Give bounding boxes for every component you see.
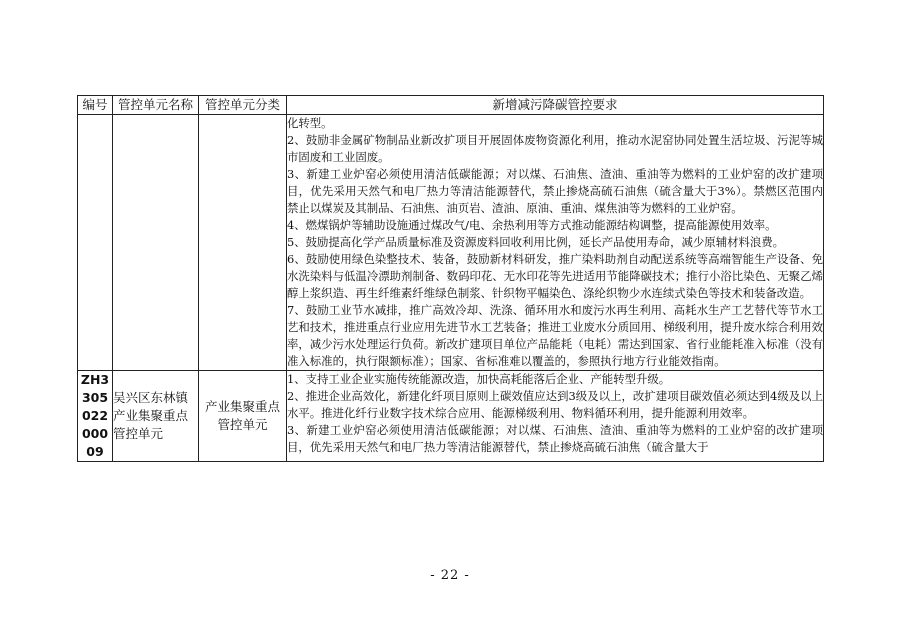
requirement-item: 1、支持工业企业实施传统能源改造，加快高耗能落后企业、产能转型升级。 — [287, 372, 671, 386]
row1-unit-name — [113, 115, 199, 371]
requirement-item: 7、鼓励工业节水减排，推广高效冷却、洗涤、循环用水和废污水再生利用、高耗水生产工艺替代等节水工艺和技术，推进重点行业应用先进节水工艺装备；推进工业废水分质回用、梯级利用，提升废水综合利用效率，减少污水处理运行负荷。新改扩建项目单位产品能耗（电耗）需达到国家、省行业能耗准入标准（没有准入标准的，执行限额标准）；国家、省标准难以覆盖的，参照执行地方行业能效指南。 — [287, 303, 823, 368]
requirement-item: 2、推进企业高效化，新建化纤项目原则上碳效值应达到3级及以上，改扩建项目碳效值必须达到4级及以上水平。推进化纤行业数字技术综合应用、能源梯级利用、物料循环利用，提升能源利用效率。 — [287, 389, 823, 420]
requirement-item: 3、新建工业炉窑必须使用清洁低碳能源；对以煤、石油焦、渣油、重油等为燃料的工业炉窑的改扩建项目，优先采用天然气和电厂热力等清洁能源替代，禁止掺烧高硫石油焦（硫含量大于 — [287, 423, 823, 454]
row2-unit-category: 产业集聚重点管控单元 — [199, 371, 287, 462]
row2-code: ZH330502200009 — [78, 371, 113, 462]
row1-code — [78, 115, 113, 371]
header-unit-name: 管控单元名称 — [113, 96, 199, 115]
page-number: - 22 - — [430, 568, 470, 583]
row2-unit-name: 吴兴区东林镇产业集聚重点管控单元 — [113, 371, 199, 462]
header-unit-category: 管控单元分类 — [199, 96, 287, 115]
requirement-item: 6、鼓励使用绿色染整技术、装备，鼓励新材料研发，推广染料助剂自动配送系统等高端智能生产设备、免水洗染料与低温冷漂助剂制备、数码印花、无水印花等先进适用节能降碳技术；推行小浴比染色、无聚乙烯醇上浆织造、再生纤维素纤维绿色制浆、针织物平幅染色、涤纶织物少水连续式染色等技术和装备改造。 — [287, 252, 823, 300]
requirement-item: 5、鼓励提高化学产品质量标准及资源废料回收利用比例，延长产品使用寿命，减少原辅材料浪费。 — [287, 235, 785, 249]
requirement-item: 4、燃煤锅炉等辅助设施通过煤改气/电、余热利用等方式推动能源结构调整，提高能源使用效率。 — [287, 218, 777, 232]
header-requirements: 新增减污降碳管控要求 — [287, 96, 824, 115]
table-header-row — [78, 96, 824, 115]
requirement-item: 2、鼓励非金属矿物制品业新改扩项目开展固体废物资源化利用，推动水泥窑协同处置生活垃圾、污泥等城市固废和工业固废。 — [287, 133, 823, 164]
row2-requirements — [287, 371, 824, 462]
table-row — [78, 371, 824, 462]
row1-requirements — [287, 115, 824, 371]
table-row — [78, 115, 824, 371]
row1-unit-category — [199, 115, 287, 371]
requirement-item: 3、新建工业炉窑必须使用清洁低碳能源；对以煤、石油焦、渣油、重油等为燃料的工业炉窑的改扩建项目，优先采用天然气和电厂热力等清洁能源替代，禁止掺烧高硫石油焦（硫含量大于3%）。禁燃区范围内禁止以煤炭及其制品、石油焦、油页岩、渣油、原油、重油、煤焦油等为燃料的工业炉窑。 — [287, 167, 823, 215]
requirement-item: 化转型。 — [287, 116, 333, 130]
header-code: 编号 — [78, 96, 113, 115]
control-requirements-table — [77, 95, 824, 462]
